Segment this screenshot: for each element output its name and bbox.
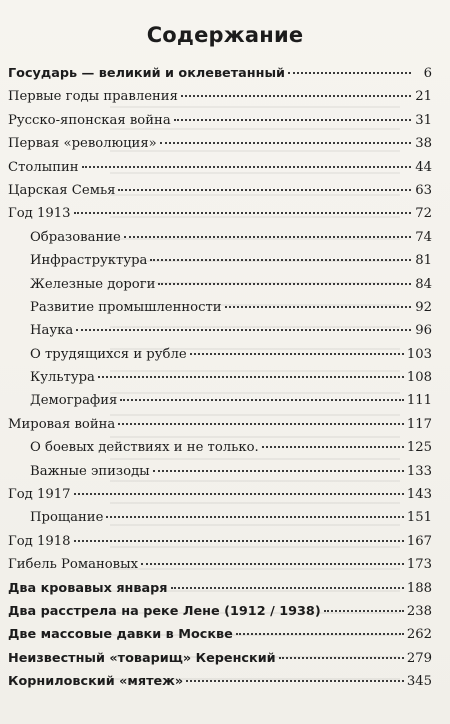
toc-entry (8, 113, 432, 136)
dot-leader (120, 399, 403, 401)
dot-leader (324, 610, 404, 612)
toc-entry (8, 160, 432, 183)
toc-entry (8, 277, 432, 300)
toc-entry-title: Неизвестный «товарищ» Керенский (8, 650, 276, 666)
toc-entry-page-number: 111 (406, 393, 432, 409)
toc-entry-title: Гибель Романовых (8, 557, 139, 573)
toc-entry-page-number: 21 (415, 89, 432, 105)
dot-leader (118, 189, 411, 191)
dot-leader (98, 376, 404, 378)
toc-entry-title: Демография (30, 393, 118, 409)
toc-entry (8, 66, 432, 89)
toc-entry-page-number: 167 (406, 533, 432, 549)
toc-entry-page-number: 133 (406, 463, 432, 479)
toc-entry (8, 347, 432, 370)
toc-entry-title: Образование (30, 229, 121, 245)
page-title: Содержание (146, 23, 304, 47)
toc-entry-title: Русско-японская война (8, 112, 171, 128)
toc-entry-page-number: 63 (415, 182, 432, 198)
toc-entry-title: Наука (30, 323, 74, 339)
toc-entry-page-number: 117 (406, 416, 432, 432)
toc-entry-page-number: 188 (406, 580, 432, 596)
toc-entry-page-number: 125 (406, 440, 432, 456)
dot-leader (236, 633, 404, 635)
toc-entry (8, 440, 432, 463)
toc-entry (8, 323, 432, 346)
toc-entry (8, 300, 432, 323)
toc-entry (8, 534, 432, 557)
toc-entry-page-number: 72 (415, 206, 432, 222)
dot-leader (288, 72, 411, 74)
toc-entry-page-number: 6 (423, 66, 432, 81)
dot-leader (171, 587, 404, 589)
dot-leader (74, 212, 411, 214)
dot-leader (160, 142, 411, 144)
dot-leader (153, 470, 404, 472)
toc-entry-title: Развитие промышленности (30, 299, 222, 315)
toc-entry-title: Год 1917 (8, 487, 71, 503)
toc-entry-title: Две массовые давки в Москве (8, 627, 233, 643)
dot-leader (82, 166, 411, 168)
dot-leader (124, 236, 411, 238)
toc-entry (8, 604, 432, 627)
toc-entry (8, 627, 432, 650)
toc-entry-title: Два кровавых января (8, 580, 168, 596)
dot-leader (262, 446, 404, 448)
toc-entry (8, 230, 432, 253)
toc-entry (8, 417, 432, 440)
toc-entry-page-number: 173 (406, 557, 432, 573)
toc-entry-page-number: 345 (406, 674, 432, 690)
dot-leader (279, 657, 404, 659)
toc-entry (8, 89, 432, 112)
toc-entry-title: Первые годы правления (8, 89, 178, 105)
toc-entry-title: Два расстрела на реке Лене (1912 / 1938) (8, 603, 321, 619)
toc-entry (8, 136, 432, 159)
dot-leader (74, 493, 404, 495)
toc-entry (8, 183, 432, 206)
table-of-contents (8, 66, 432, 698)
dot-leader (225, 306, 411, 308)
dot-leader (118, 423, 404, 425)
dot-leader (106, 516, 403, 518)
toc-entry-title: Царская Семья (8, 182, 116, 198)
dot-leader (76, 329, 411, 331)
toc-entry-title: Железные дороги (30, 276, 156, 292)
dot-leader (190, 353, 404, 355)
dot-leader (158, 283, 411, 285)
toc-entry-page-number: 96 (415, 323, 432, 339)
toc-entry (8, 487, 432, 510)
toc-entry-page-number: 84 (415, 276, 432, 292)
dot-leader (186, 680, 404, 682)
toc-entry (8, 510, 432, 533)
toc-entry-title: Год 1918 (8, 533, 71, 549)
dot-leader (141, 563, 404, 565)
toc-entry (8, 674, 432, 697)
toc-entry-page-number: 31 (415, 112, 432, 128)
toc-entry (8, 393, 432, 416)
dot-leader (74, 540, 404, 542)
toc-entry-title: Культура (30, 370, 95, 386)
toc-entry (8, 464, 432, 487)
toc-entry-title: Инфраструктура (30, 253, 148, 269)
toc-entry-title: Первая «революция» (8, 136, 157, 152)
toc-entry (8, 581, 432, 604)
toc-entry (8, 651, 432, 674)
toc-entry (8, 370, 432, 393)
toc-entry-title: Государь — великий и оклеветанный (8, 66, 285, 81)
toc-entry-page-number: 103 (406, 346, 432, 362)
toc-entry-page-number: 92 (415, 299, 432, 315)
toc-entry-page-number: 81 (415, 253, 432, 269)
toc-entry-title: Мировая война (8, 416, 116, 432)
toc-entry-title: Важные эпизоды (30, 463, 150, 479)
toc-entry (8, 557, 432, 580)
toc-entry-title: Прощание (30, 510, 104, 526)
toc-entry-page-number: 38 (415, 136, 432, 152)
toc-entry-page-number: 44 (415, 159, 432, 175)
dot-leader (181, 95, 411, 97)
dot-leader (150, 259, 411, 261)
toc-entry-title: Корниловский «мятеж» (8, 674, 184, 690)
toc-entry-page-number: 262 (406, 627, 432, 643)
toc-entry-title: Год 1913 (8, 206, 71, 222)
toc-entry-page-number: 108 (406, 370, 432, 386)
toc-entry (8, 206, 432, 229)
toc-entry-title: Столыпин (8, 159, 79, 175)
toc-entry-page-number: 279 (406, 650, 432, 666)
toc-entry-page-number: 143 (406, 487, 432, 503)
toc-entry-page-number: 74 (415, 229, 432, 245)
toc-entry-title: О трудящихся и рубле (30, 346, 187, 362)
toc-entry-page-number: 238 (406, 603, 432, 619)
toc-entry (8, 253, 432, 276)
dot-leader (174, 119, 411, 121)
toc-entry-page-number: 151 (406, 510, 432, 526)
toc-entry-title: О боевых действиях и не только. (30, 440, 259, 456)
